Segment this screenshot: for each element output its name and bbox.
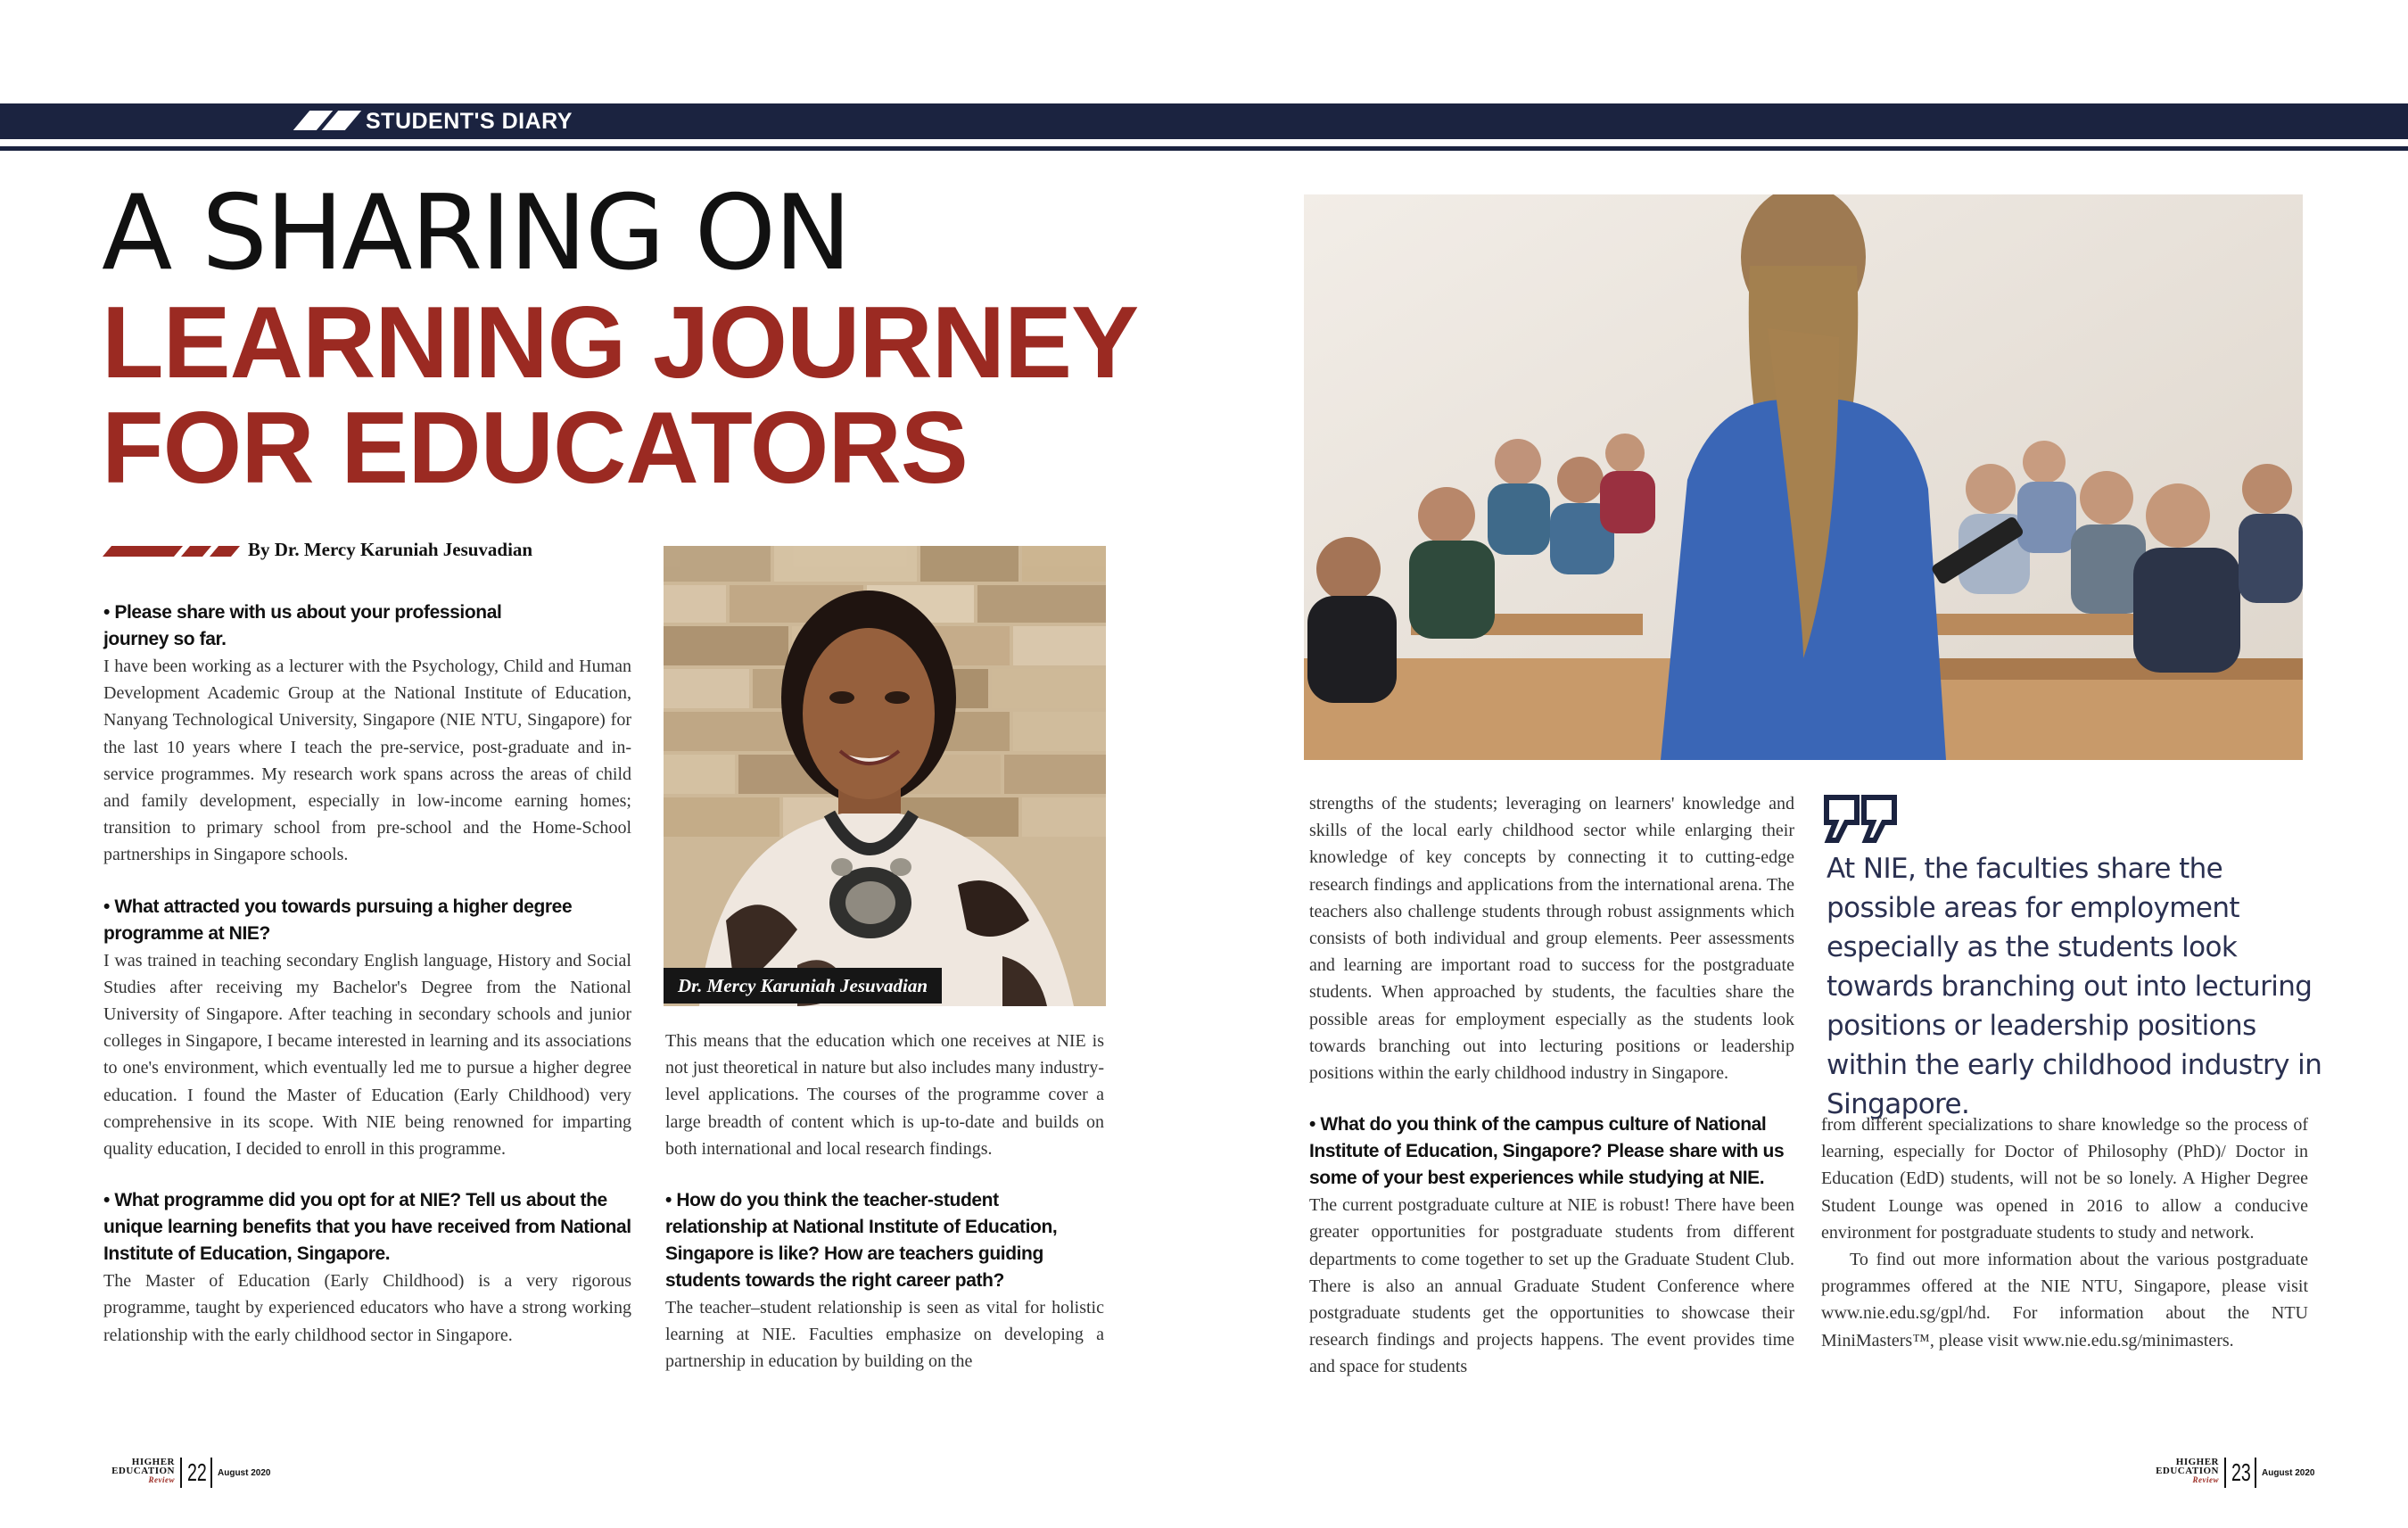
headline-line-3: FOR EDUCATORS xyxy=(102,392,968,505)
question-heading: • What do you think of the campus culture of National Institute of Education, Singapore? Please share with us some of your best experiences while studying at NIE. xyxy=(1309,1114,1785,1189)
section-header-band xyxy=(0,103,2408,139)
answer-paragraph: I have been working as a lecturer with the Psychology, Child and Human Development Academic Group at the National Institute of Education, Nanyang Technological University, Singapore (NIE NTU, Singapore) for the last 10 years where I teach the pre-service, post-graduate and in-service programmes. My research work spans across the areas of child and family development, especially in low-income earning homes; transition to primary school from pre-school and the Home-School partnerships in Singapore schools. xyxy=(103,657,631,865)
answer-paragraph: This means that the education which one receives at NIE is not just theoretical in nature but also includes many industry-level applications. The courses of the programme cover a large breadth of content which is up-to-date and builds on both international and local research findings. xyxy=(665,1031,1104,1159)
article-column-2 xyxy=(665,1028,1104,1375)
answer-paragraph: strengths of the students; leveraging on learners' knowledge and skills of the local early childhood sector while enlarging their knowledge of key concepts by connecting it to cutting-edge research findings and applications from the international arena. The teachers also challenge students through robust assignments which consists of both individual and group elements. Peer assessments and learning are important road to success for the postgraduate students. When approached by students, the faculties share the possible areas for employment especially as the students look towards branching out into lecturing positions or leadership positions within the early childhood industry in Singapore. xyxy=(1309,794,1794,1084)
answer-paragraph: The teacher–student relationship is seen as vital for holistic learning at NIE. Faculties emphasize on developing a partnership in education by building on the xyxy=(665,1298,1104,1372)
question-heading: • What attracted you towards pursuing a higher degree programme at NIE? xyxy=(103,896,573,944)
issue-date: August 2020 xyxy=(218,1468,271,1478)
page-number: 23 xyxy=(2231,1458,2251,1486)
section-label: STUDENT'S DIARY xyxy=(366,109,573,134)
answer-paragraph: I was trained in teaching secondary English language, History and Social Studies after receiving my Bachelor's Degree from the National University of Singapore. After teaching in secondary schools and junior colleges in Singapore, I became interested in learning and its associations to one's environment, which eventually led me to pursue a higher degree education. I found the Master of Education (Early Childhood) very comprehensive in its scope. With NIE being renowned for imparting quality education, I decided to enroll in this programme. xyxy=(103,950,631,1160)
article-column-1 xyxy=(103,599,631,1349)
byline: By Dr. Mercy Karuniah Jesuvadian xyxy=(248,539,533,560)
header-rule xyxy=(0,146,2408,151)
classroom-photo xyxy=(1304,194,2303,760)
footer-right xyxy=(2144,1457,2315,1486)
pull-quote: At NIE, the faculties share the possible areas for employment especially as the students look towards branching out into lecturing positions or leadership positions within the early childhood industry in Singapore. xyxy=(1827,853,2322,1120)
article-column-3 xyxy=(1309,790,1794,1381)
author-portrait-photo xyxy=(664,546,1106,1006)
answer-paragraph: The Master of Education (Early Childhood) is a very rigorous programme, taught by experienced educators who have a strong working relationship with the early childhood sector in Singapore. xyxy=(103,1271,631,1345)
footer-left xyxy=(100,1457,271,1486)
article-column-4 xyxy=(1821,1111,2308,1354)
publication-logo: HIGHER EDUCATION Review xyxy=(2156,1457,2219,1484)
question-heading: • Please share with us about your professional journey so far. xyxy=(103,602,502,649)
answer-paragraph: The current postgraduate culture at NIE is robust! There have been greater opportunities for postgraduate students from different departments to come together to set up the Graduate Student Club. There is also an annual Graduate Student Conference where postgraduate students get the opportunities to showcase their research findings and projects happens. The event provides time and space for students xyxy=(1309,1195,1794,1377)
byline-bars-decoration xyxy=(103,546,237,558)
publication-logo: HIGHER EDUCATION Review xyxy=(111,1457,175,1484)
question-heading: • What programme did you opt for at NIE? Tell us about the unique learning benefits that you have received from National Institute of Education, Singapore. xyxy=(103,1190,631,1265)
answer-paragraph: from different specializations to share knowledge so the process of learning, especially for Doctor of Philosophy (PhD)/ Doctor in Education (EdD) students, will not be so lonely. A Higher Degree Student Lounge was opened in 2016 to allow a conducive environment for postgraduate students to study and network. xyxy=(1821,1115,2308,1243)
question-heading: • How do you think the teacher-student relationship at National Institute of Education, Singapore is like? How are teachers guiding students towards the right career path? xyxy=(665,1190,1058,1292)
issue-date: August 2020 xyxy=(2262,1468,2315,1478)
photo-caption: Dr. Mercy Karuniah Jesuvadian xyxy=(664,968,942,1004)
headline-line-1: A SHARING ON xyxy=(102,173,850,293)
page-number: 22 xyxy=(187,1458,207,1486)
closing-paragraph: To find out more information about the various postgraduate programmes offered at the NIE NTU, Singapore, please visit www.nie.edu.sg/gpl/hd. For information about the NTU MiniMasters™, please visit www.nie.edu.sg/minimasters. xyxy=(1821,1250,2308,1350)
headline-line-2: LEARNING JOURNEY xyxy=(102,286,1139,400)
quotation-mark-icon xyxy=(1823,794,1900,844)
